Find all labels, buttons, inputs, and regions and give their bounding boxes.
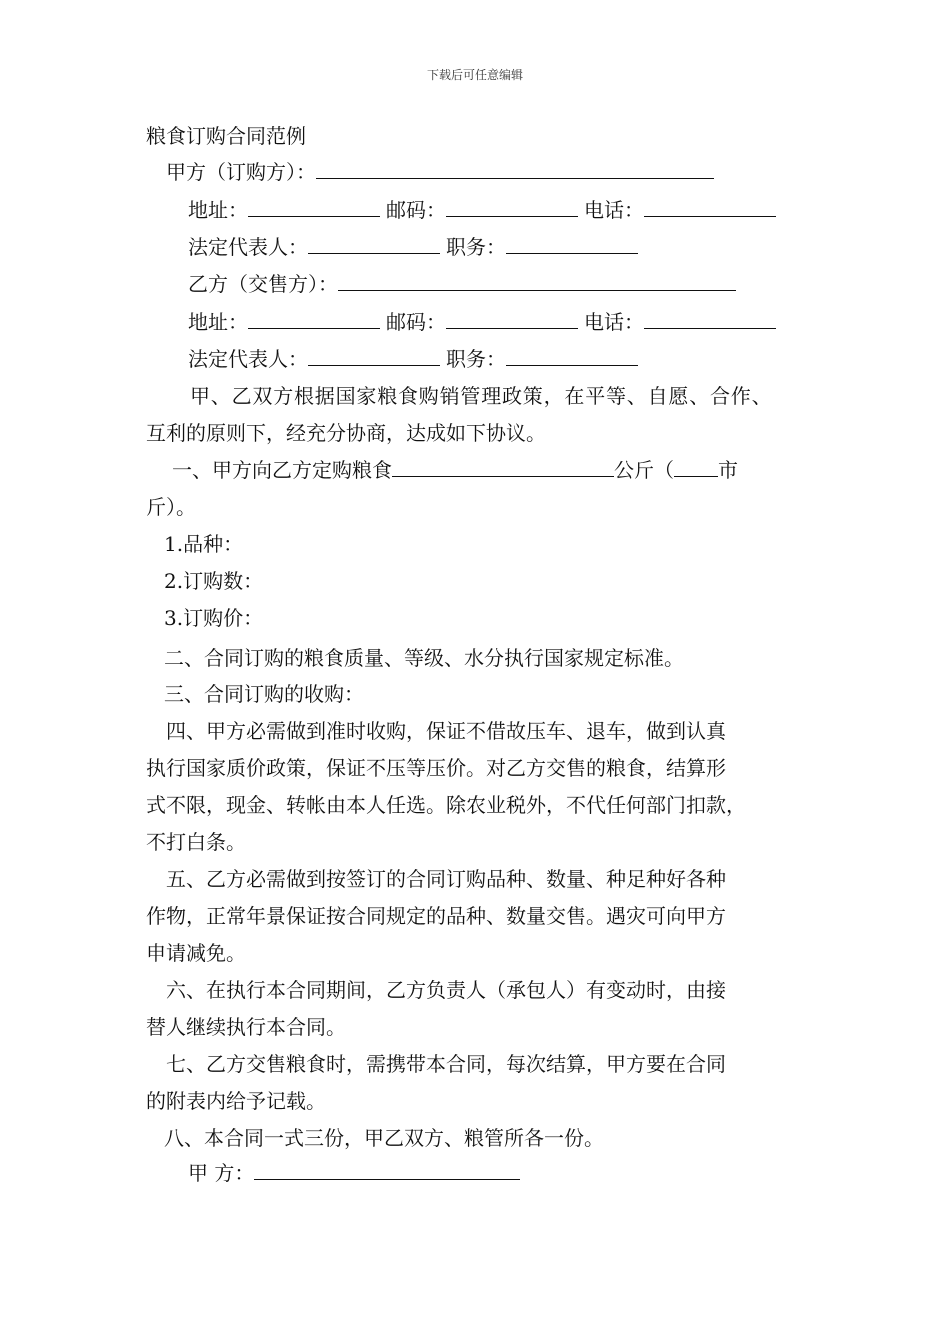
party-a-phone-blank[interactable] bbox=[644, 198, 776, 217]
phone-label: 电话： bbox=[584, 198, 644, 222]
item-variety: 1.品种： bbox=[164, 532, 244, 556]
jin-quantity-blank[interactable] bbox=[674, 458, 718, 477]
article-1-text: 一、甲方向乙方定购粮食 bbox=[172, 458, 392, 482]
item-quantity: 2.订购数： bbox=[164, 569, 264, 593]
party-b-position-blank[interactable] bbox=[506, 347, 638, 366]
position-label: 职务： bbox=[446, 347, 506, 371]
article-7-line-1: 七、乙方交售粮食时，需携带本合同，每次结算，甲方要在合同 bbox=[166, 1052, 726, 1076]
party-b-address-blank[interactable] bbox=[248, 310, 380, 329]
rep-label: 法定代表人： bbox=[188, 235, 308, 259]
address-label: 地址： bbox=[188, 198, 248, 222]
shi-label: 市 bbox=[718, 458, 738, 482]
address-label: 地址： bbox=[188, 310, 248, 334]
article-3: 三、合同订购的收购： bbox=[164, 682, 364, 706]
party-a-rep-line bbox=[188, 235, 638, 259]
postcode-label: 邮码： bbox=[386, 310, 446, 334]
rep-label: 法定代表人： bbox=[188, 347, 308, 371]
article-4-line-4: 不打白条。 bbox=[146, 830, 246, 854]
signature-a-line bbox=[188, 1161, 520, 1185]
article-6-line-2: 替人继续执行本合同。 bbox=[146, 1015, 346, 1039]
article-5-line-1: 五、乙方必需做到按签订的合同订购品种、数量、种足种好各种 bbox=[166, 867, 726, 891]
signature-a-blank[interactable] bbox=[254, 1161, 520, 1180]
phone-label: 电话： bbox=[584, 310, 644, 334]
article-4-line-3: 式不限，现金、转帐由本人任选。除农业税外，不代任何部门扣款， bbox=[146, 793, 746, 817]
article-4-line-2: 执行国家质价政策，保证不压等压价。对乙方交售的粮食，结算形 bbox=[146, 756, 726, 780]
page-header: 下载后可任意编辑 bbox=[426, 68, 523, 82]
document-title: 粮食订购合同范例 bbox=[146, 124, 306, 148]
party-a-position-blank[interactable] bbox=[506, 235, 638, 254]
party-a-rep-blank[interactable] bbox=[308, 235, 440, 254]
article-1-line bbox=[172, 458, 738, 482]
party-b-rep-blank[interactable] bbox=[308, 347, 440, 366]
article-4-line-1: 四、甲方必需做到准时收购，保证不借故压车、退车，做到认真 bbox=[166, 719, 726, 743]
intro-line-1: 甲、乙双方根据国家粮食购销管理政策，在平等、自愿、合作、 bbox=[190, 384, 773, 408]
party-b-phone-blank[interactable] bbox=[644, 310, 776, 329]
postcode-label: 邮码： bbox=[386, 198, 446, 222]
kg-label: 公斤（ bbox=[614, 458, 674, 482]
party-a-line bbox=[166, 160, 714, 184]
party-a-contact-line bbox=[188, 198, 776, 222]
party-b-postcode-blank[interactable] bbox=[446, 310, 578, 329]
party-b-label: 乙方（交售方）： bbox=[188, 272, 338, 296]
article-6-line-1: 六、在执行本合同期间，乙方负责人（承包人）有变动时，由接 bbox=[166, 978, 726, 1002]
party-b-line bbox=[188, 272, 736, 296]
party-a-postcode-blank[interactable] bbox=[446, 198, 578, 217]
grain-quantity-blank[interactable] bbox=[392, 458, 614, 477]
article-5-line-2: 作物，正常年景保证按合同规定的品种、数量交售。遇灾可向甲方 bbox=[146, 904, 726, 928]
article-8: 八、本合同一式三份，甲乙双方、粮管所各一份。 bbox=[164, 1126, 604, 1150]
item-price: 3.订购价： bbox=[164, 606, 264, 630]
party-b-blank[interactable] bbox=[338, 272, 736, 291]
article-2: 二、合同订购的粮食质量、等级、水分执行国家规定标准。 bbox=[164, 646, 684, 670]
party-b-rep-line bbox=[188, 347, 638, 371]
article-1-end: 斤）。 bbox=[146, 495, 196, 519]
party-a-label: 甲方（订购方）： bbox=[166, 160, 316, 184]
article-5-line-3: 申请减免。 bbox=[146, 941, 246, 965]
article-7-line-2: 的附表内给予记载。 bbox=[146, 1089, 326, 1113]
position-label: 职务： bbox=[446, 235, 506, 259]
signature-a-label: 甲 方： bbox=[188, 1161, 255, 1185]
intro-line-2: 互利的原则下，经充分协商，达成如下协议。 bbox=[146, 421, 546, 445]
party-a-blank[interactable] bbox=[316, 160, 714, 179]
party-a-address-blank[interactable] bbox=[248, 198, 380, 217]
party-b-contact-line bbox=[188, 310, 776, 334]
